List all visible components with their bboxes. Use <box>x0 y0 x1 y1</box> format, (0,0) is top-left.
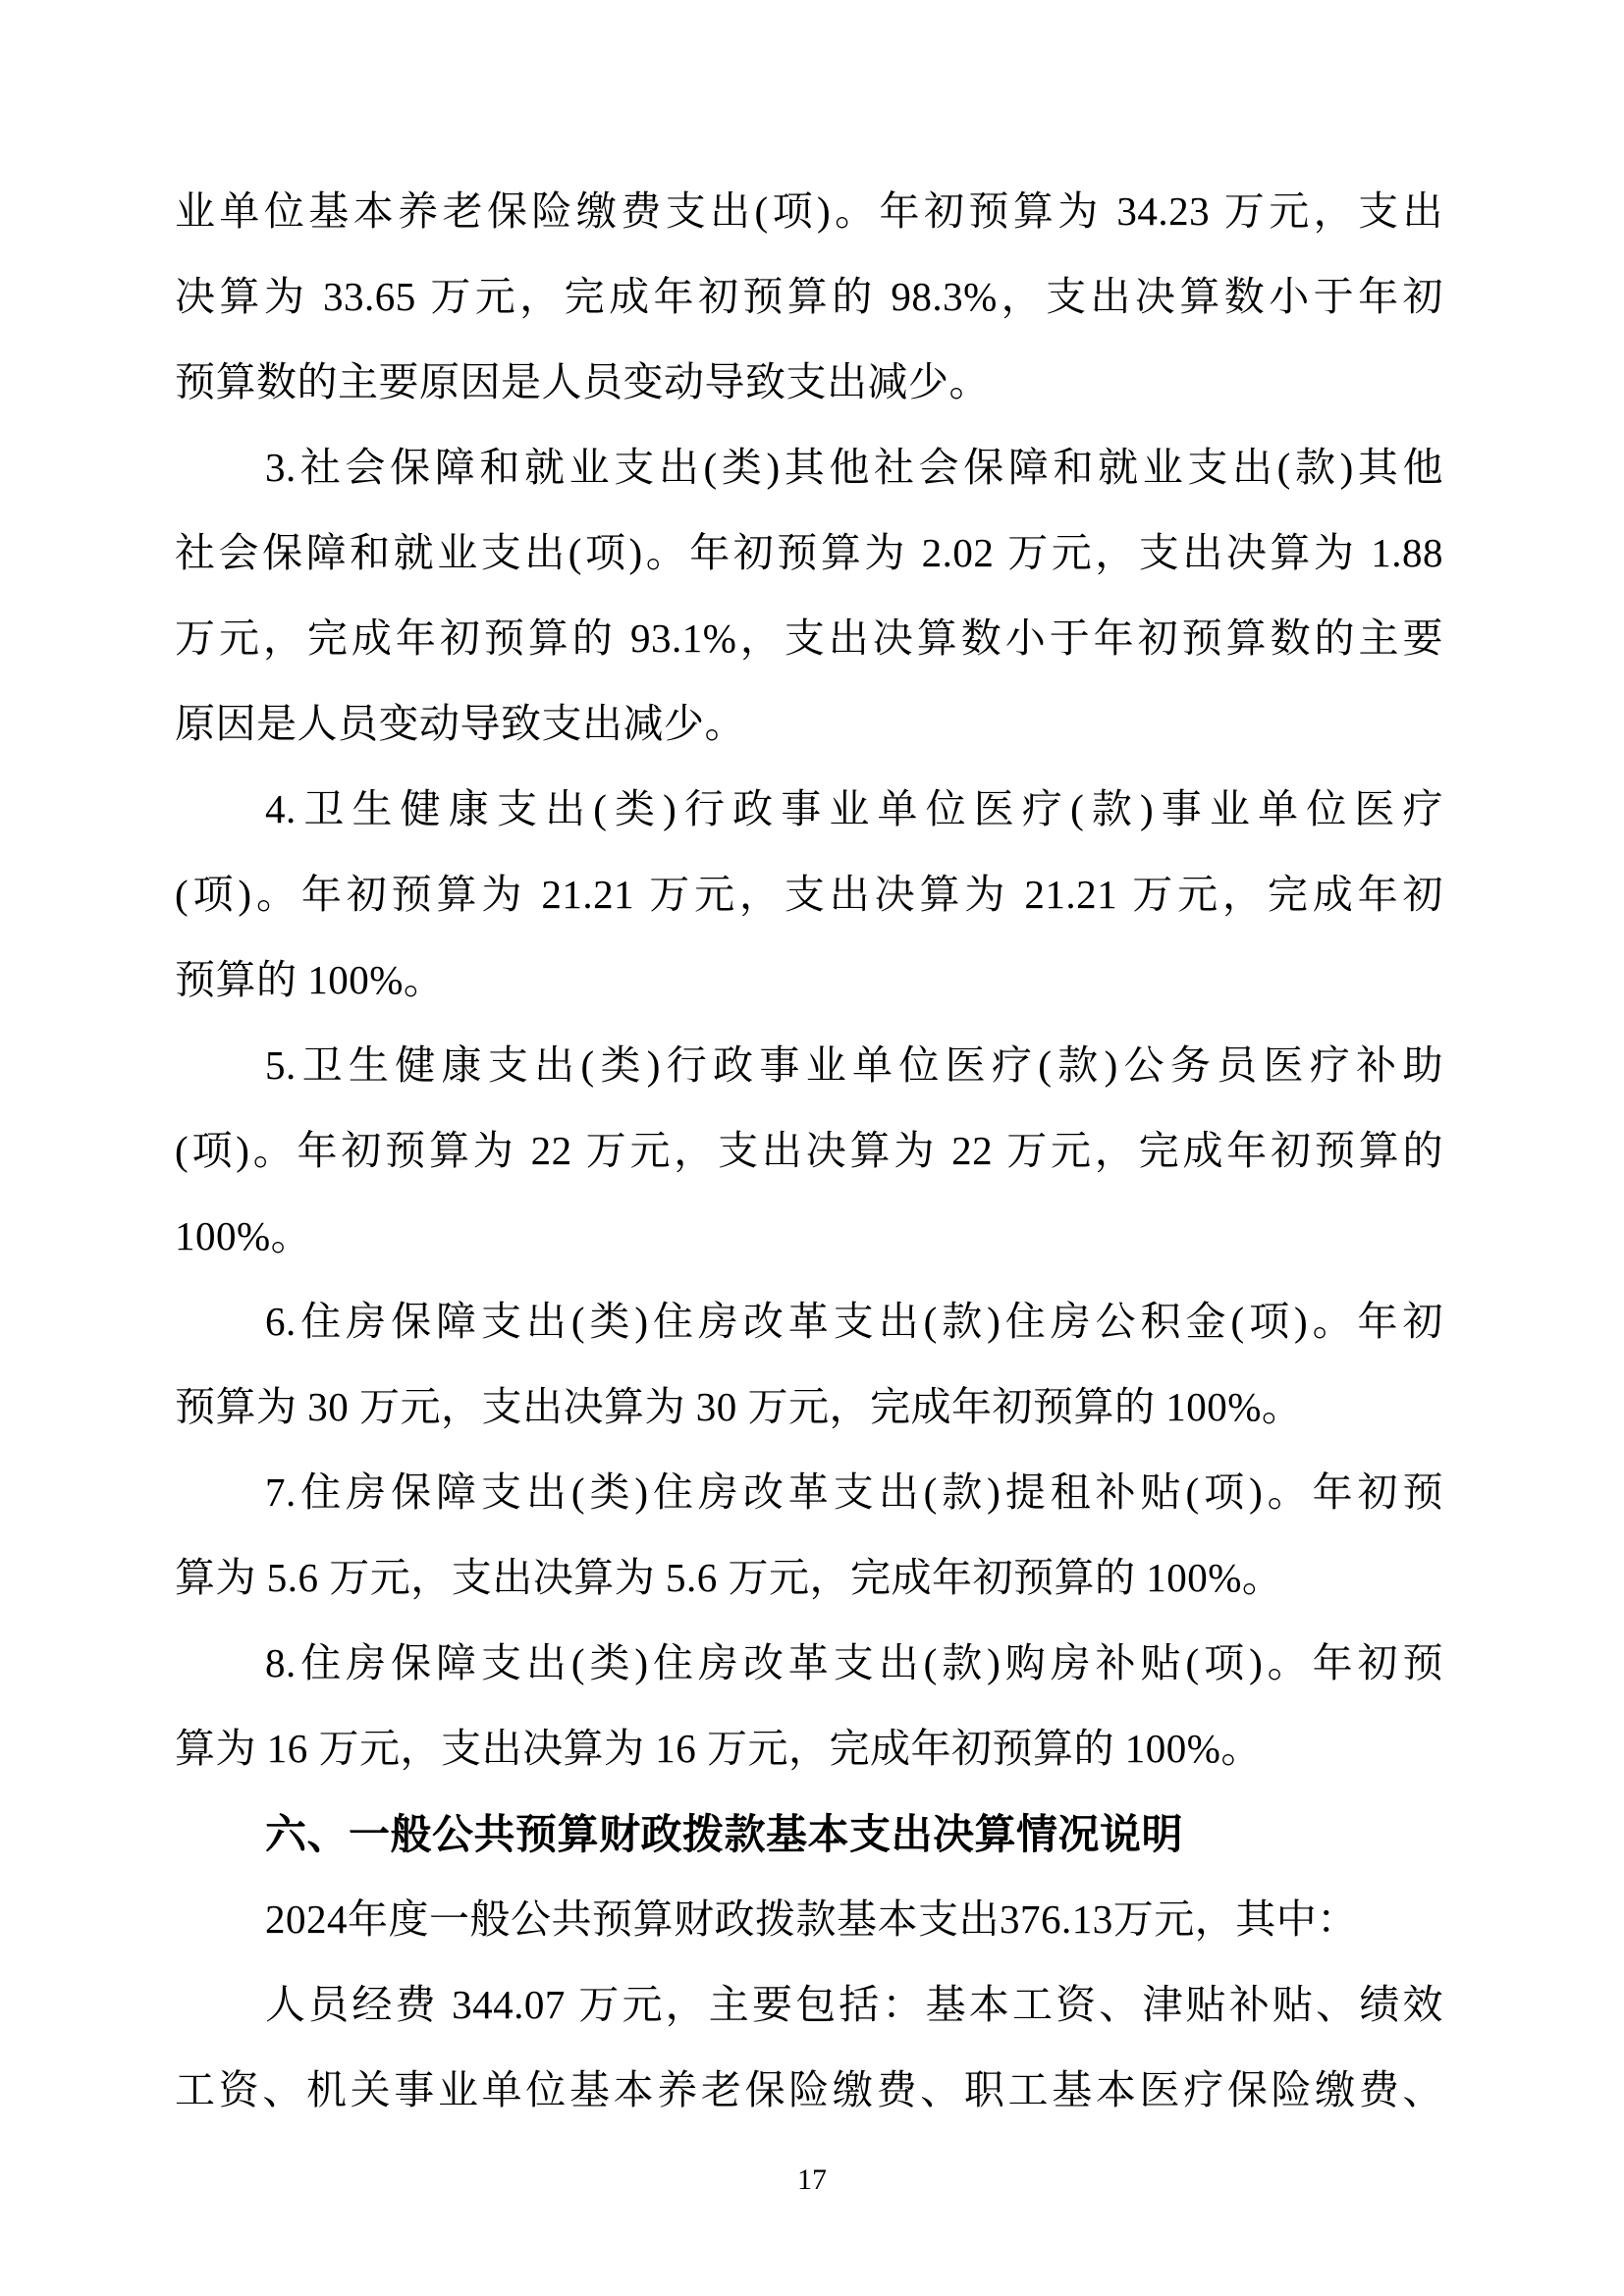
text-line: 4.卫生健康支出(类)行政事业单位医疗(款)事业单位医疗 <box>265 786 1443 831</box>
text-line: 7.住房保障支出(类)住房改革支出(款)提租补贴(项)。年初预 <box>265 1469 1443 1515</box>
text-line: 6.住房保障支出(类)住房改革支出(款)住房公积金(项)。年初 <box>265 1299 1443 1344</box>
document-body <box>175 169 1443 2133</box>
text-line: 人员经费 344.07 万元，主要包括：基本工资、津贴补贴、绩效 <box>265 1982 1443 2027</box>
text-line: 原因是人员变动导致支出减少。 <box>175 701 745 746</box>
text-line: 预算数的主要原因是人员变动导致支出减少。 <box>175 359 990 404</box>
section-heading: 六、一般公共预算财政拨款基本支出决算情况说明 <box>265 1811 1184 1857</box>
page-number: 17 <box>797 2163 827 2196</box>
text-line: 5.卫生健康支出(类)行政事业单位医疗(款)公务员医疗补助 <box>265 1042 1443 1088</box>
text-line: 预算的 100%。 <box>175 957 445 1002</box>
text-line: (项)。年初预算为 21.21 万元，支出决算为 21.21 万元，完成年初 <box>175 872 1443 917</box>
text-line: 8.住房保障支出(类)住房改革支出(款)购房补贴(项)。年初预 <box>265 1640 1443 1685</box>
text-line: (项)。年初预算为 22 万元，支出决算为 22 万元，完成年初预算的 <box>175 1128 1443 1173</box>
text-line: 算为 16 万元，支出决算为 16 万元，完成年初预算的 100%。 <box>175 1726 1262 1771</box>
text-line: 工资、机关事业单位基本养老保险缴费、职工基本医疗保险缴费、 <box>175 2067 1443 2112</box>
text-line: 算为 5.6 万元，支出决算为 5.6 万元，完成年初预算的 100%。 <box>175 1555 1283 1600</box>
text-line: 预算为 30 万元，支出决算为 30 万元，完成年初预算的 100%。 <box>175 1384 1303 1429</box>
text-line: 万元，完成年初预算的 93.1%，支出决算数小于年初预算数的主要 <box>175 615 1443 661</box>
text-line: 2024年度一般公共预算财政拨款基本支出376.13万元，其中： <box>265 1896 1358 1942</box>
text-line: 业单位基本养老保险缴费支出(项)。年初预算为 34.23 万元，支出 <box>175 188 1443 234</box>
text-line: 社会保障和就业支出(项)。年初预算为 2.02 万元，支出决算为 1.88 <box>175 530 1443 575</box>
text-line: 3.社会保障和就业支出(类)其他社会保障和就业支出(款)其他 <box>265 445 1443 490</box>
text-line: 决算为 33.65 万元，完成年初预算的 98.3%，支出决算数小于年初 <box>175 274 1443 319</box>
text-line: 100%。 <box>175 1213 312 1258</box>
